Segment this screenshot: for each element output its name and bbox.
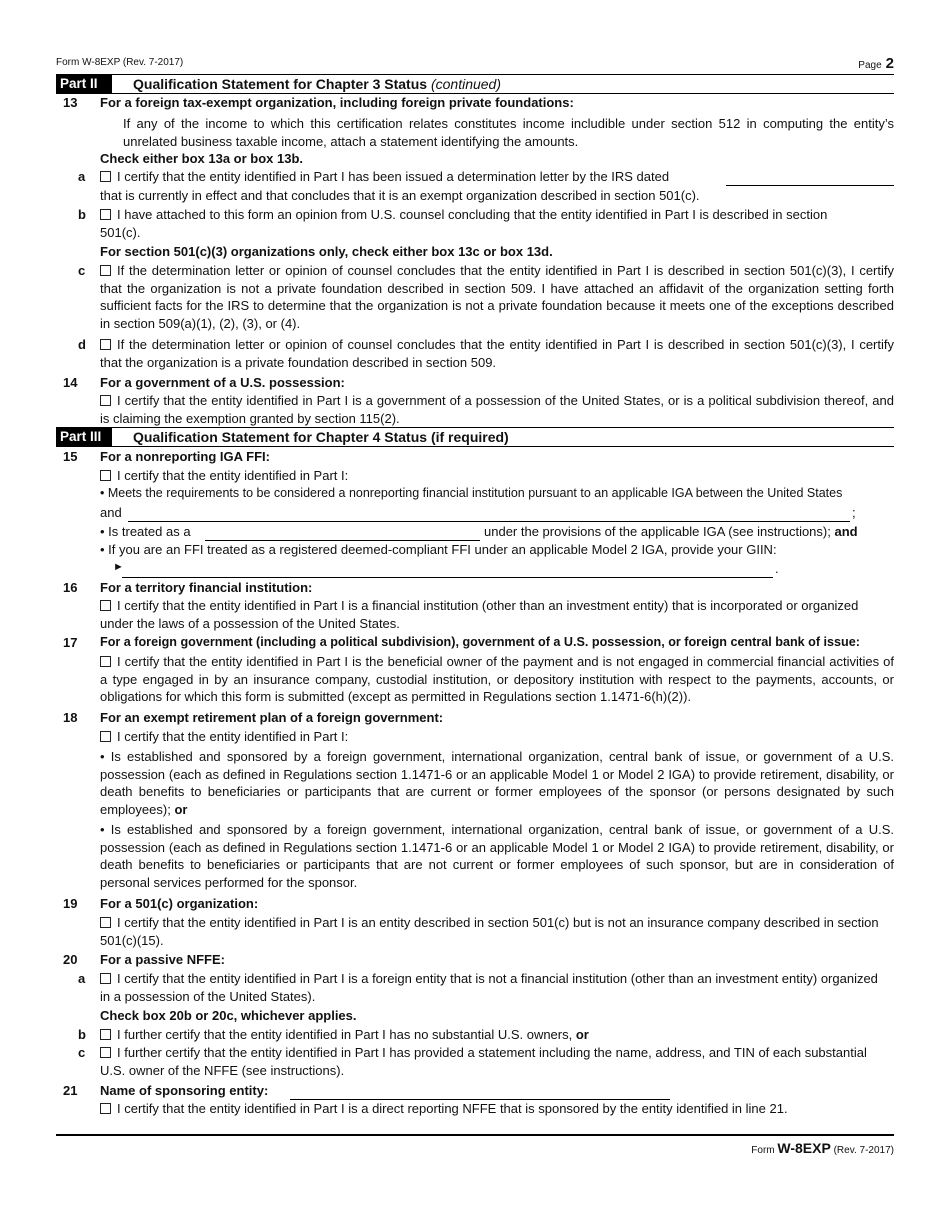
part-title: Qualification Statement for Chapter 4 Status (if required) bbox=[133, 429, 509, 445]
line-20c: I further certify that the entity identified in Part I has provided a statement including the name, address, and TIN of each substantial U.S. owner of the NFFE (see instructions). bbox=[100, 1045, 867, 1078]
line-13b: I have attached to this form an opinion from U.S. counsel concluding that the entity identified in Part I is described in section 501(c). bbox=[100, 207, 828, 240]
form-footer: Form W-8EXP (Rev. 7-2017) bbox=[751, 1140, 894, 1156]
line-15-bullet-2-pre: • Is treated as a bbox=[100, 524, 191, 539]
checkbox-18[interactable] bbox=[100, 731, 111, 742]
checkbox-19[interactable] bbox=[100, 917, 111, 928]
line-15-bullet-1: • Meets the requirements to be considered a nonreporting financial institution pursuant to an applicable IGA between the United States bbox=[100, 486, 843, 500]
line-number: 21 bbox=[63, 1083, 78, 1098]
part-label: Part II bbox=[56, 75, 112, 93]
rule bbox=[56, 446, 894, 447]
line-title: For a 501(c) organization: bbox=[100, 896, 259, 911]
line-title: Name of sponsoring entity: bbox=[100, 1083, 269, 1098]
line-15-cert: I certify that the entity identified in Part I: bbox=[100, 467, 348, 485]
arrow-icon: ► bbox=[113, 561, 124, 573]
line-15-bullet-3: • If you are an FFI treated as a registered deemed-compliant FFI under an applicable Model 2 IGA, provide your GIIN: bbox=[100, 542, 777, 557]
line-letter: c bbox=[78, 263, 86, 278]
semicolon: ; bbox=[852, 505, 856, 520]
instruction: Check box 20b or 20c, whichever applies. bbox=[100, 1008, 357, 1023]
checkbox-15[interactable] bbox=[100, 470, 111, 481]
line-13-intro: If any of the income to which this certification relates constitutes income includible under section 512 in computing the entity’s unrelated business taxable income, attach a statement identifying the amounts. bbox=[123, 116, 894, 149]
line-13d: If the determination letter or opinion of counsel concludes that the entity identified in Part I is described in section 501(c)(3), I certify that the organization is a private foundation described in section 509. bbox=[100, 337, 894, 370]
line-16: I certify that the entity identified in Part I is a financial institution (other than an investment entity) that is incorporated or organized under the laws of a possession of the United States. bbox=[100, 598, 859, 631]
line-18-cert: I certify that the entity identified in Part I: bbox=[100, 728, 348, 746]
line-20a: I certify that the entity identified in Part I is a foreign entity that is not a financial institution (other than an investment entity) organized in a possession of the United States). bbox=[100, 971, 878, 1004]
line-20b: I further certify that the entity identified in Part I has no substantial U.S. owners, or bbox=[100, 1026, 589, 1044]
line-number: 20 bbox=[63, 952, 78, 967]
checkbox-13d[interactable] bbox=[100, 339, 111, 350]
line-18-bullet-1: • Is established and sponsored by a foreign government, international organization, central bank of issue, or government of a U.S. possession (each as defined in Regulations section 1.1471-6 or an applicable Model 1 or Model 2 IGA) to provide retirement, disability, or death benefits to beneficiaries or participants that are current or former employees of the sponsor (or persons designated by such employees); or bbox=[100, 749, 894, 817]
form-id: Form W-8EXP (Rev. 7-2017) bbox=[56, 57, 184, 68]
line-title: For a territory financial institution: bbox=[100, 580, 313, 595]
checkbox-21[interactable] bbox=[100, 1103, 111, 1114]
line-number: 14 bbox=[63, 375, 78, 390]
checkbox-14[interactable] bbox=[100, 395, 111, 406]
instruction: Check either box 13a or box 13b. bbox=[100, 151, 304, 166]
line-title: For a nonreporting IGA FFI: bbox=[100, 449, 270, 464]
checkbox-13a[interactable] bbox=[100, 171, 111, 182]
and-label: and bbox=[100, 505, 122, 520]
part-3-header bbox=[56, 428, 894, 446]
checkbox-16[interactable] bbox=[100, 600, 111, 611]
checkbox-17[interactable] bbox=[100, 656, 111, 667]
line-13c: If the determination letter or opinion of counsel concludes that the entity identified in Part I is described in section 501(c)(3), I certify that the organization is not a private foundation described in section 509. I have attached an affidavit of the organization setting forth sufficient facts for the IRS to determine that the organization is not a private foundation because it meets one of the exceptions described in section 509(a)(1), (2), (3), or (4). bbox=[100, 263, 894, 331]
checkbox-13c[interactable] bbox=[100, 265, 111, 276]
line-title: For a passive NFFE: bbox=[100, 952, 225, 967]
line-number: 13 bbox=[63, 95, 78, 110]
line-title: For a foreign tax-exempt organization, including foreign private foundations: bbox=[100, 95, 574, 110]
line-17: I certify that the entity identified in Part I is the beneficial owner of the payment and is not engaged in commercial financial activities of a type engaged in by an insurance company, custodial institution, or depository institution with respect to the payments, accounts, or obligations for which this form is submitted (except as permitted in Regulations section 1.1471-6(h)(2)). bbox=[100, 654, 894, 704]
iga-country-field[interactable] bbox=[128, 520, 850, 522]
rule bbox=[56, 1134, 894, 1136]
line-letter: b bbox=[78, 207, 86, 222]
checkbox-20a[interactable] bbox=[100, 973, 111, 984]
line-letter: c bbox=[78, 1045, 86, 1060]
checkbox-13b[interactable] bbox=[100, 209, 111, 220]
instruction: For section 501(c)(3) organizations only, check either box 13c or box 13d. bbox=[100, 244, 553, 259]
line-title: For a foreign government (including a political subdivision), government of a U.S. possession, or foreign central bank of issue: bbox=[100, 635, 860, 649]
line-number: 15 bbox=[63, 449, 78, 464]
line-title: For a government of a U.S. possession: bbox=[100, 375, 345, 390]
line-21: I certify that the entity identified in Part I is a direct reporting NFFE that is sponsored by the entity identified in line 21. bbox=[100, 1100, 788, 1118]
checkbox-20b[interactable] bbox=[100, 1029, 111, 1040]
line-letter: b bbox=[78, 1027, 86, 1042]
period: . bbox=[775, 561, 779, 576]
part-title: Qualification Statement for Chapter 3 Status (continued) bbox=[133, 76, 501, 92]
line-letter: a bbox=[78, 971, 86, 986]
line-19: I certify that the entity identified in Part I is an entity described in section 501(c) but is not an insurance company described in section 501(c)(15). bbox=[100, 915, 879, 948]
line-number: 16 bbox=[63, 580, 78, 595]
line-letter: d bbox=[78, 337, 86, 352]
page-number: Page 2 bbox=[858, 55, 894, 72]
line-18-bullet-2: • Is established and sponsored by a foreign government, international organization, central bank of issue, or government of a U.S. possession (each as defined in Regulations section 1.1471-6 or an applicable Model 1 or Model 2 IGA) to provide retirement, disability, or death benefits to beneficiaries or participants that are not current or former employees of such sponsor, but are in consideration of personal services performed for the sponsor. bbox=[100, 822, 894, 890]
checkbox-20c[interactable] bbox=[100, 1047, 111, 1058]
line-letter: a bbox=[78, 169, 86, 184]
line-13a-cont: that is currently in effect and that concludes that it is an exempt organization described in section 501(c). bbox=[100, 188, 700, 203]
line-number: 19 bbox=[63, 896, 78, 911]
line-title: For an exempt retirement plan of a foreign government: bbox=[100, 710, 444, 725]
page-header bbox=[56, 55, 894, 71]
part-2-header bbox=[56, 75, 894, 93]
date-field-13a[interactable] bbox=[726, 184, 894, 186]
giin-field[interactable] bbox=[122, 576, 773, 578]
line-13a: I certify that the entity identified in Part I has been issued a determination letter by the IRS dated bbox=[100, 168, 669, 186]
line-number: 17 bbox=[63, 635, 78, 650]
line-14: I certify that the entity identified in Part I is a government of a possession of the United States, or is a political subdivision thereof, and is claiming the exemption granted by section 115(2). bbox=[100, 393, 894, 426]
line-15-bullet-2-post: under the provisions of the applicable IGA (see instructions); and bbox=[484, 524, 858, 539]
part-label: Part III bbox=[56, 428, 112, 446]
line-number: 18 bbox=[63, 710, 78, 725]
